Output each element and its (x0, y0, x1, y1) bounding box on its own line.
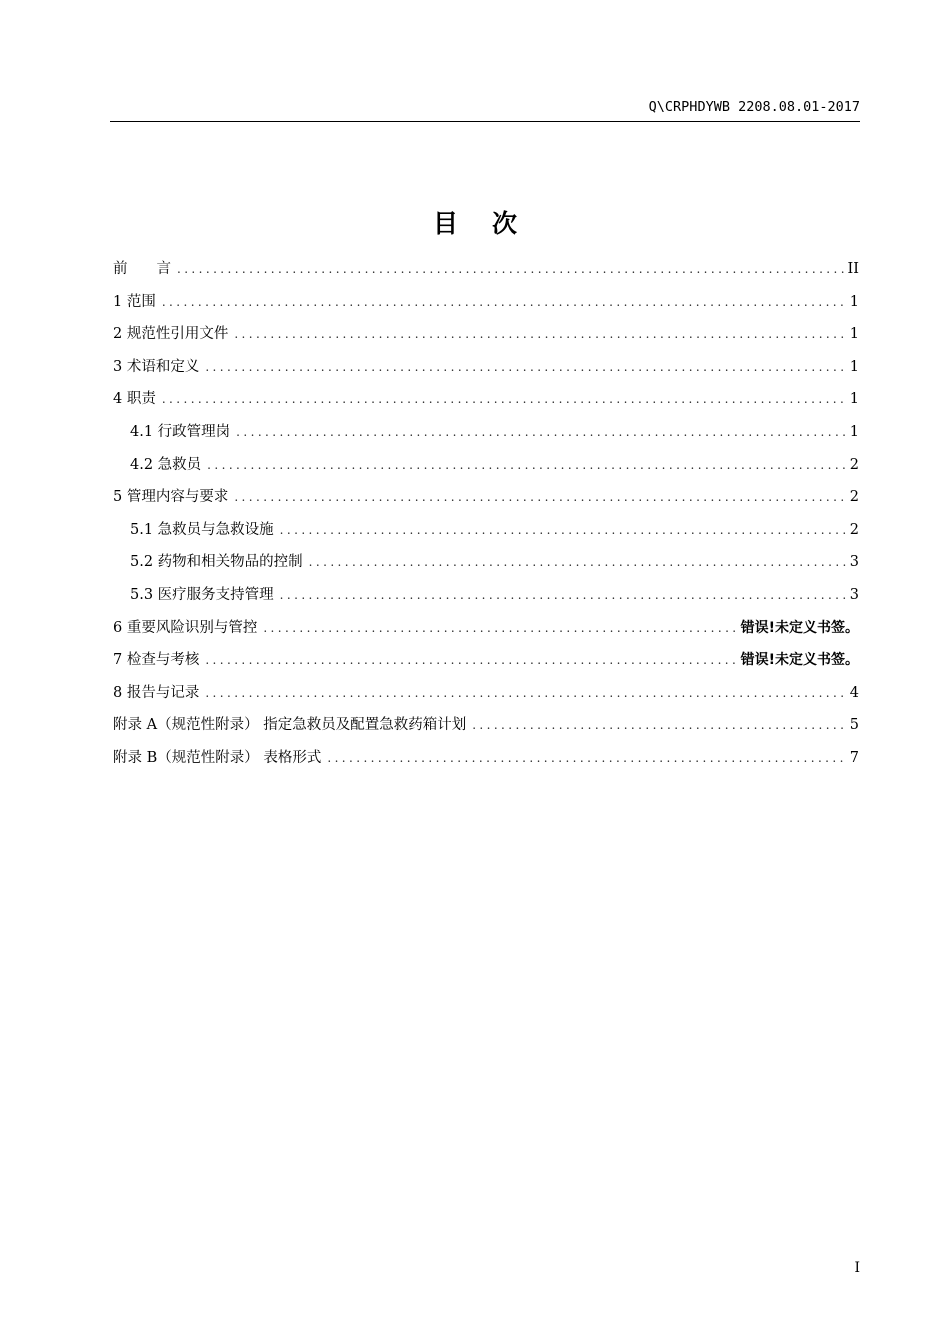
toc-page-number: 2 (849, 489, 859, 506)
toc-dot-leader (236, 425, 846, 439)
toc-page-number: 1 (849, 293, 859, 310)
toc-page-number: 7 (849, 749, 859, 766)
toc-entry-label: 5.1 急救员与急救设施 (130, 521, 274, 538)
toc-bookmark-error: 错误!未定义书签。 (740, 619, 859, 636)
toc-dot-leader (205, 360, 845, 374)
toc-dot-leader (205, 686, 845, 700)
toc-page-number: 1 (849, 358, 859, 375)
toc-page-number: 1 (849, 391, 859, 408)
toc-dot-leader (327, 751, 845, 765)
toc-page-number: II (847, 261, 859, 277)
toc-entry-label: 附录 A（规范性附录） 指定急救员及配置急救药箱计划 (113, 717, 467, 734)
toc-entry[interactable] (113, 746, 859, 779)
toc-entry-label: 5.2 药物和相关物品的控制 (130, 554, 303, 571)
toc-dot-leader (472, 718, 846, 732)
toc-entry-label: 5.3 医疗服务支持管理 (130, 586, 274, 603)
toc-dot-leader (234, 327, 845, 341)
toc-entry-label: 2 规范性引用文件 (113, 326, 229, 343)
toc-entry[interactable] (113, 616, 859, 649)
toc-dot-leader (162, 392, 846, 406)
toc-entry-label: 附录 B（规范性附录） 表格形式 (113, 749, 322, 766)
toc-entry-label: 1 范围 (113, 293, 156, 310)
toc-entry[interactable] (113, 485, 859, 518)
toc-entry-label: 前 言 (113, 261, 171, 277)
toc-page-number: 1 (849, 326, 859, 343)
toc-entry[interactable] (113, 648, 859, 681)
toc-entry[interactable] (113, 355, 859, 388)
toc-entry[interactable] (113, 420, 859, 453)
toc-page-number: 1 (849, 423, 859, 440)
toc-dot-leader (280, 523, 846, 537)
toc-dot-leader (177, 262, 844, 276)
toc-entry[interactable] (113, 550, 859, 583)
toc-entry-label: 4 职责 (113, 391, 156, 408)
toc-entry-label: 7 检查与考核 (113, 652, 200, 669)
toc-entry-label: 4.2 急救员 (130, 456, 202, 473)
document-code: Q\CRPHDYWB 2208.08.01-2017 (648, 99, 860, 115)
toc-page-number: 5 (849, 717, 859, 734)
toc-dot-leader (205, 653, 736, 667)
toc-entry[interactable] (113, 583, 859, 616)
toc-page-number: 3 (849, 586, 859, 603)
toc-entry[interactable] (113, 257, 859, 290)
toc-entry[interactable] (113, 322, 859, 355)
toc-entry[interactable] (113, 681, 859, 714)
toc-entry[interactable] (113, 518, 859, 551)
toc-dot-leader (280, 588, 846, 602)
table-of-contents (113, 257, 859, 779)
toc-entry-label: 8 报告与记录 (113, 684, 200, 701)
toc-page-number: 2 (849, 521, 859, 538)
toc-entry[interactable] (113, 453, 859, 486)
header-divider (110, 121, 860, 122)
toc-dot-leader (263, 621, 736, 635)
toc-dot-leader (234, 490, 845, 504)
toc-page-number: 3 (849, 554, 859, 571)
toc-entry[interactable] (113, 387, 859, 420)
toc-dot-leader (162, 295, 846, 309)
toc-entry[interactable] (113, 290, 859, 323)
toc-entry-label: 4.1 行政管理岗 (130, 423, 231, 440)
toc-page-number: 2 (849, 456, 859, 473)
page-number: I (854, 1260, 860, 1276)
toc-title: 目次 (432, 209, 551, 238)
toc-entry-label: 6 重要风险识别与管控 (113, 619, 258, 636)
toc-entry-label: 3 术语和定义 (113, 358, 200, 375)
toc-entry[interactable] (113, 713, 859, 746)
toc-dot-leader (207, 458, 846, 472)
toc-dot-leader (309, 555, 846, 569)
toc-page-number: 4 (849, 684, 859, 701)
toc-bookmark-error: 错误!未定义书签。 (740, 652, 859, 669)
toc-entry-label: 5 管理内容与要求 (113, 489, 229, 506)
